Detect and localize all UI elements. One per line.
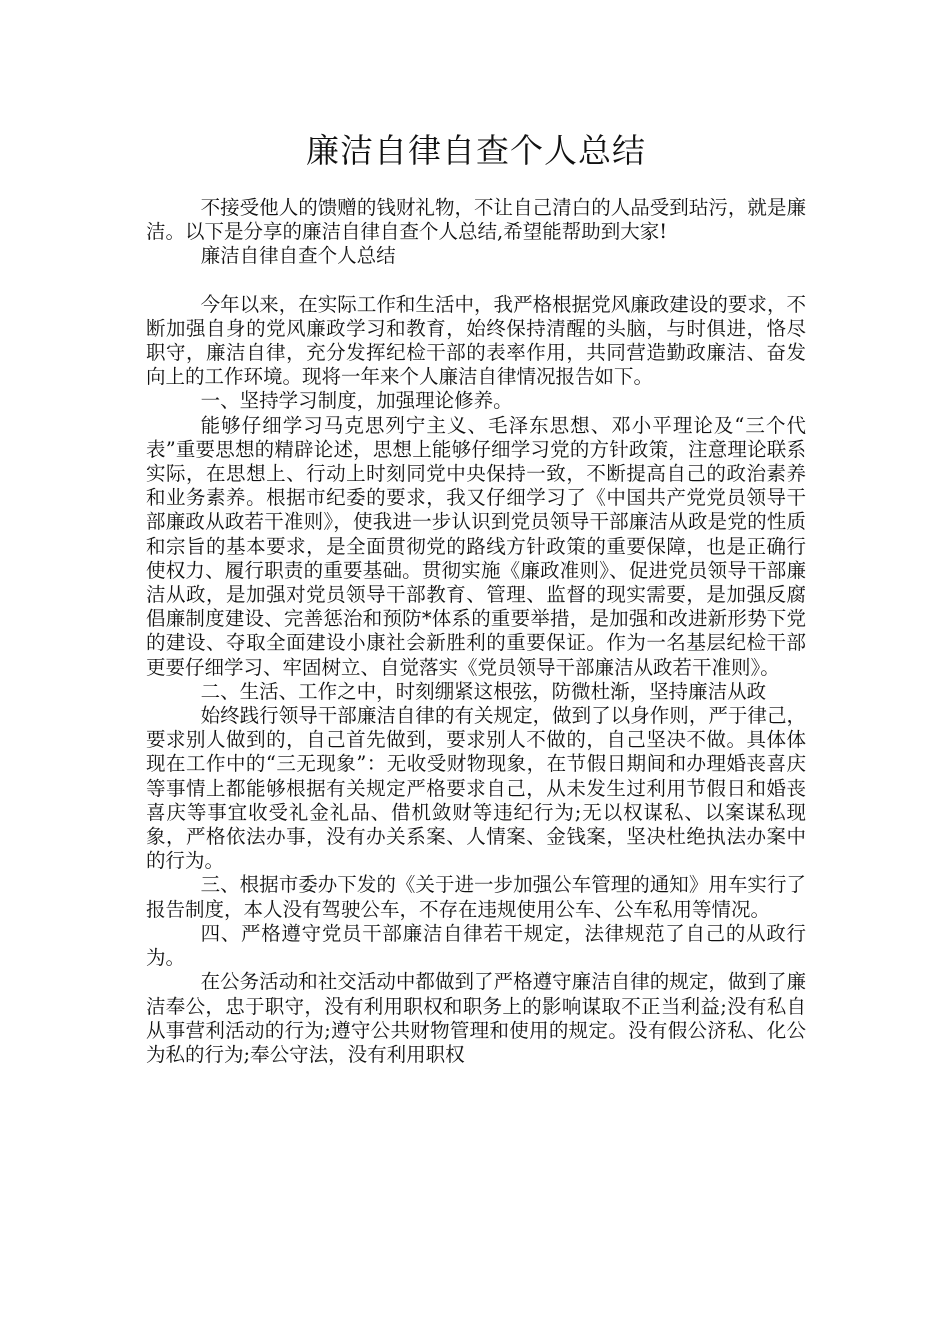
- section-heading-3: 三、根据市委办下发的《关于进一步加强公车管理的通知》用车实行了报告制度，本人没有驾驶公车，不存在违规使用公车、公车私用等情况。: [146, 873, 806, 921]
- section-heading-1: 一、坚持学习制度，加强理论修养。: [200, 389, 513, 413]
- document-page: [146, 0, 806, 1067]
- blank-line: [146, 269, 806, 293]
- paragraph-public-affairs: 在公务活动和社交活动中都做到了严格遵守廉洁自律的规定，做到了廉洁奉公，忠于职守，没有利用职权和职务上的影响谋取不正当利益;没有私自从事营利活动的行为;遵守公共财物管理和使用的规定。没有假公济私、化公为私的行为;奉公守法，没有利用职权: [146, 970, 806, 1066]
- section-heading-2: 二、生活、工作之中，时刻绷紧这根弦，防微杜渐，坚持廉洁从政: [200, 679, 767, 703]
- paragraph-study: 能够仔细学习马克思列宁主义、毛泽东思想、邓小平理论及“三个代表”重要思想的精辟论述，思想上能够仔细学习党的方针政策，注意理论联系实际，在思想上、行动上时刻同党中央保持一致，不断提高自己的政治素养和业务素养。根据市纪委的要求，我又仔细学习了《中国共产党党员领导干部廉政从政若干准则》，使我进一步认识到党员领导干部廉洁从政是党的性质和宗旨的基本要求，是全面贯彻党的路线方针政策的重要保障，也是正确行使权力、履行职责的重要基础。贯彻实施《廉政准则》、促进党员领导干部廉洁从政，是加强对党员领导干部教育、管理、监督的现实需要，是加强反腐倡廉制度建设、完善惩治和预防*体系的重要举措，是加强和改进新形势下党的建设、夺取全面建设小康社会新胜利的重要保证。作为一名基层纪检干部更要仔细学习、牢固树立、自觉落实《党员领导干部廉洁从政若干准则》。: [146, 413, 806, 679]
- document-body: [146, 196, 806, 1067]
- section-heading-4: 四、严格遵守党员干部廉洁自律若干规定，法律规范了自己的从政行为。: [146, 921, 806, 970]
- paragraph-self-discipline: 始终践行领导干部廉洁自律的有关规定，做到了以身作则，严于律己，要求别人做到的，自己首先做到，要求别人不做的，自己坚决不做。具体体现在工作中的“三无现象”：无收受财物现象，在节假日期间和办理婚丧喜庆等事情上都能够根据有关规定严格要求自己，从未发生过利用节假日和婚丧喜庆等事宜收受礼金礼品、借机敛财等违纪行为;无以权谋私、以案谋私现象，严格依法办事，没有办关系案、人情案、金钱案，坚决杜绝执法办案中的行为。: [146, 704, 806, 873]
- intro-paragraph: 不接受他人的馈赠的钱财礼物，不让自己清白的人品受到玷污，就是廉洁。以下是分享的廉洁自律自查个人总结,希望能帮助到大家!: [146, 196, 806, 244]
- document-title: 廉洁自律自查个人总结: [306, 131, 646, 170]
- intro-subtitle: 廉洁自律自查个人总结: [200, 244, 396, 268]
- paragraph-opening: 今年以来，在实际工作和生活中，我严格根据党风廉政建设的要求，不断加强自身的党风廉政学习和教育，始终保持清醒的头脑，与时俱进，恪尽职守，廉洁自律，充分发挥纪检干部的表率作用，共同营造勤政廉洁、奋发向上的工作环境。现将一年来个人廉洁自律情况报告如下。: [146, 292, 806, 389]
